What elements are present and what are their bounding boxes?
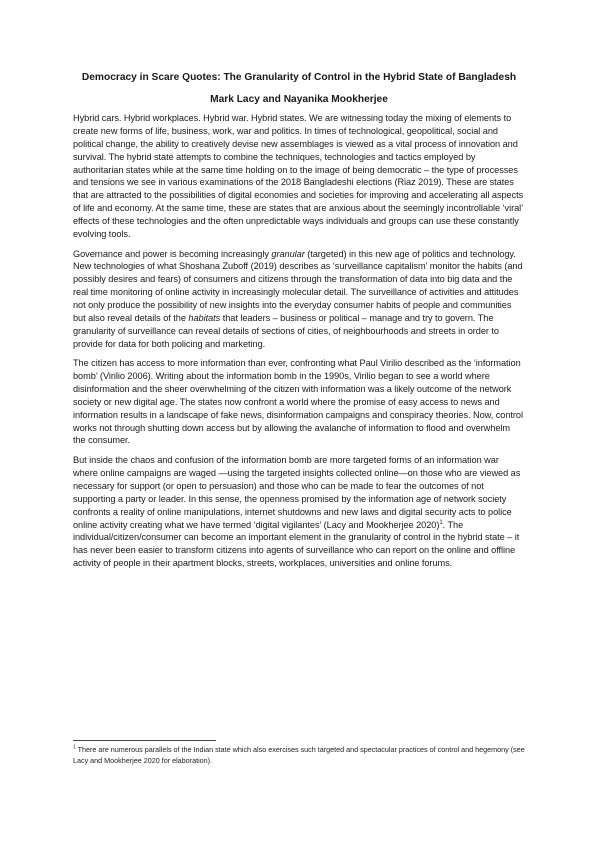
paragraph-text: The citizen has access to more information than ever, confronting what Paul Virilio described as the ‘information bomb’ (Virilio 2006). Writing about the information bomb in the 1990s, Virilio began to see a world where disinformation and the sheer overwhelming of the citizen with information was a likely outcome of the network society or new digital age. The states now confront a world where the promise of easy access to news and information results in a landscape of fake news, disinformation campaigns and conspiracy theories. Now, control works not through shutting down access but by allowing the avalanche of information to flood and overwhelm the consumer.	[73, 358, 523, 446]
paragraph-text: Hybrid cars. Hybrid workplaces. Hybrid war. Hybrid states. We are witnessing today the mixing of elements to create new forms of life, business, work, war and politics. In times of technological, geopolitical, social and political change, the ability to creatively devise new assemblages is viewed as a vital process of innovation and survival. The hybrid state attempts to combine the techniques, technologies and tactics employed by authoritarian states while at the same time holding on to the image of being democratic – the type of processes and tensions we see in various examinations of the 2018 Bangladeshi elections (Riaz 2019). These are states that are attracted to the possibilities of digital economies and societies for improving and accelerating all aspects of life and economy. At the same time, these are states that are anxious about the seemingly incontrollable ‘viral’ effects of these technologies and the often unpredictable ways individuals and groups can use these constantly evolving tools.	[73, 113, 524, 239]
paper-title: Democracy in Scare Quotes: The Granularity of Control in the Hybrid State of Bangladesh	[81, 72, 517, 83]
footnote-divider	[73, 740, 216, 741]
paragraph-text: that leaders – business or political – manage and try to govern. The granularity of surveillance can reveal details of sections of cities, of neighbourhoods and streets in order to provide for data for both policing and marketing.	[73, 312, 499, 349]
footnote-text: There are numerous parallels of the Indian state which also exercises such targeted and spectacular practices of control and hegemony (see Lacy and Mookherjee 2020 for elaboration).	[73, 745, 525, 766]
paper-body	[73, 71, 525, 577]
paragraph-text: Governance and power is becoming increasingly	[73, 248, 272, 259]
paragraph-text: . The individual/citizen/consumer can become an important element in the granularity of control in the hybrid state – it has never been easier to transform citizens into agents of surveillance who can report on the online and offline activity of people in their apartment blocks, streets, workplaces, universities and online forums.	[73, 519, 520, 569]
paragraph-text: (targeted) in this new age of politics and technology. New technologies of what Shoshana Zuboff (2019) describes as ‘surveillance capitalism’ monitor the habits (and possibly desires and fears) of consumers and citizens through the transformation of data into big data and the real time monitoring of online activity in increasingly molecular detail. The surveillance of activities and attitudes not only produce the possibility of new insights into the everyday consumer habits of people and communities but also reveal details of the	[73, 248, 523, 323]
emphasis-habitats: habitats	[188, 312, 221, 323]
paragraph-text: But inside the chaos and confusion of the information bomb are more targeted forms of an information war where online campaigns are waged —using the targeted insights collected online—on those who are viewed as necessary for support (or open to persuasion) and those who can be made to fear the outcomes of not supporting a party or leader. In this sense, the openness promised by the information age of network society confronts a reality of online manipulations, internet shutdowns and new laws and digital security acts to police online activity creating what we have termed ‘digital vigilantes’ (Lacy and Mookherjee 2020)	[73, 455, 521, 530]
footnote-reference[interactable]: 1	[439, 519, 443, 526]
paragraph-2	[73, 248, 525, 351]
paragraph-1	[73, 112, 525, 240]
footnote-marker: 1	[73, 744, 76, 751]
emphasis-granular: granular	[271, 248, 305, 259]
paragraph-3	[73, 357, 525, 447]
footnote	[73, 744, 525, 766]
paper-authors: Mark Lacy and Nayanika Mookherjee	[210, 94, 388, 106]
paragraph-4	[73, 454, 525, 570]
